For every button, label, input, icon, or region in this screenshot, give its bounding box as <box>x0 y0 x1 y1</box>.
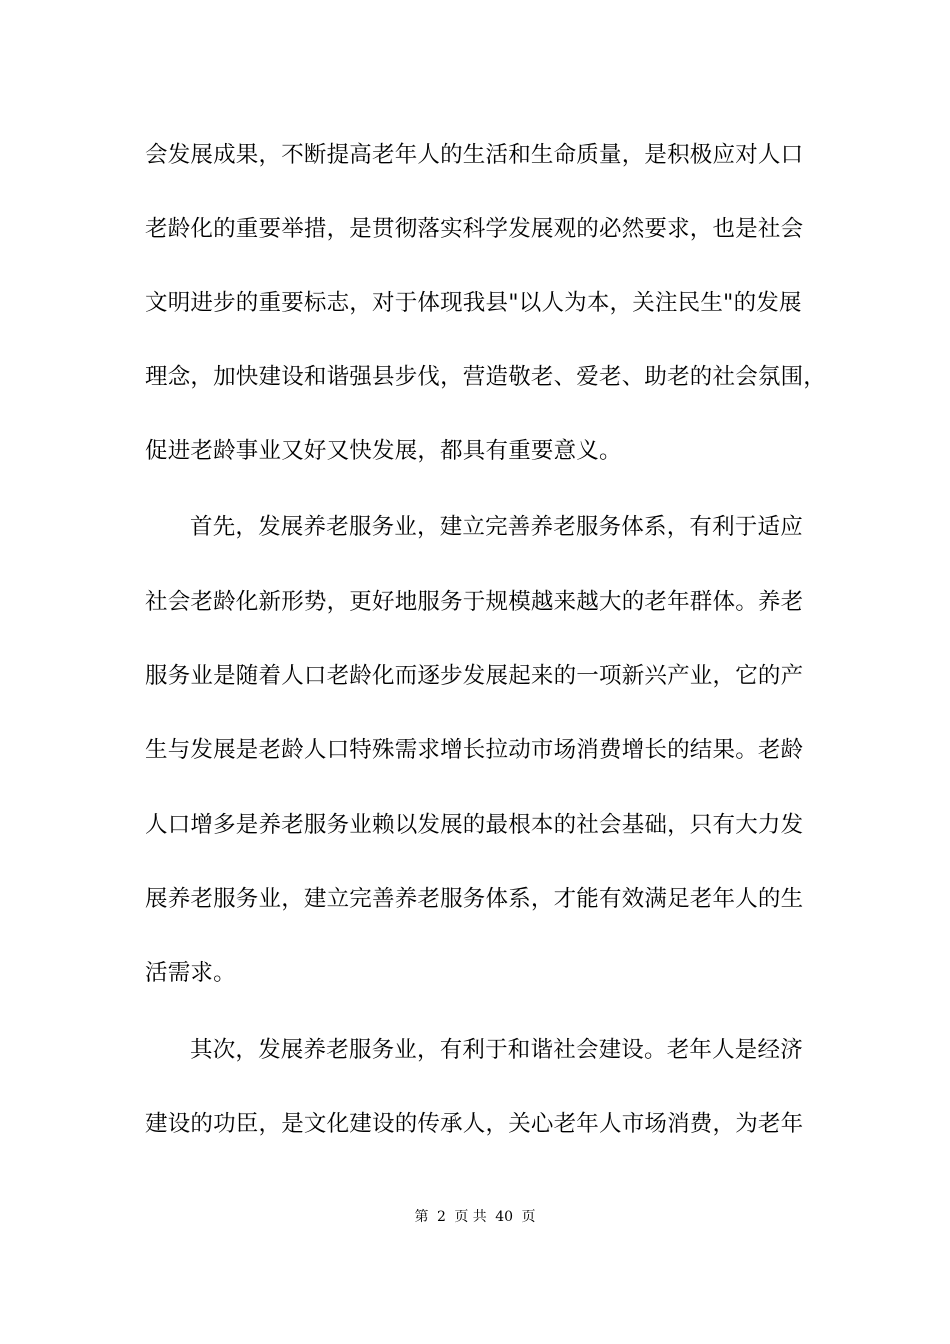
text-line: 建设的功臣，是文化建设的传承人，关心老年人市场消费，为老年 <box>145 1111 804 1137</box>
text-line: 老龄化的重要举措，是贯彻落实科学发展观的必然要求，也是社会 <box>145 216 804 242</box>
text-line: 社会老龄化新形势，更好地服务于规模越来越大的老年群体。养老 <box>145 589 804 615</box>
text-line: 展养老服务业，建立完善养老服务体系，才能有效满足老年人的生 <box>145 886 804 912</box>
text-line: 文明进步的重要标志，对于体现我县"以人为本，关注民生"的发展 <box>145 290 802 316</box>
text-line: 促进老龄事业又好又快发展，都具有重要意义。 <box>145 438 622 464</box>
text-line: 理念，加快建设和谐强县步伐，营造敬老、爱老、助老的社会氛围， <box>145 364 827 390</box>
text-line: 人口增多是养老服务业赖以发展的最根本的社会基础，只有大力发 <box>145 812 804 838</box>
text-line: 服务业是随着人口老龄化而逐步发展起来的一项新兴产业，它的产 <box>145 663 804 689</box>
page-footer <box>0 1207 950 1227</box>
text-line: 活需求。 <box>145 960 236 986</box>
footer-suffix: 页 <box>521 1209 536 1225</box>
footer-middle: 页 共 <box>454 1209 487 1225</box>
paragraph-first-line: 其次，发展养老服务业，有利于和谐社会建设。老年人是经济 <box>190 1037 803 1063</box>
text-line: 会发展成果，不断提高老年人的生活和生命质量，是积极应对人口 <box>145 142 804 168</box>
paragraph-first-line: 首先，发展养老服务业，建立完善养老服务体系，有利于适应 <box>190 514 803 540</box>
text-line: 生与发展是老龄人口特殊需求增长拉动市场消费增长的结果。老龄 <box>145 737 804 763</box>
footer-total-pages: 40 <box>495 1209 514 1225</box>
footer-prefix: 第 <box>414 1209 429 1225</box>
footer-page-number: 2 <box>436 1209 446 1225</box>
